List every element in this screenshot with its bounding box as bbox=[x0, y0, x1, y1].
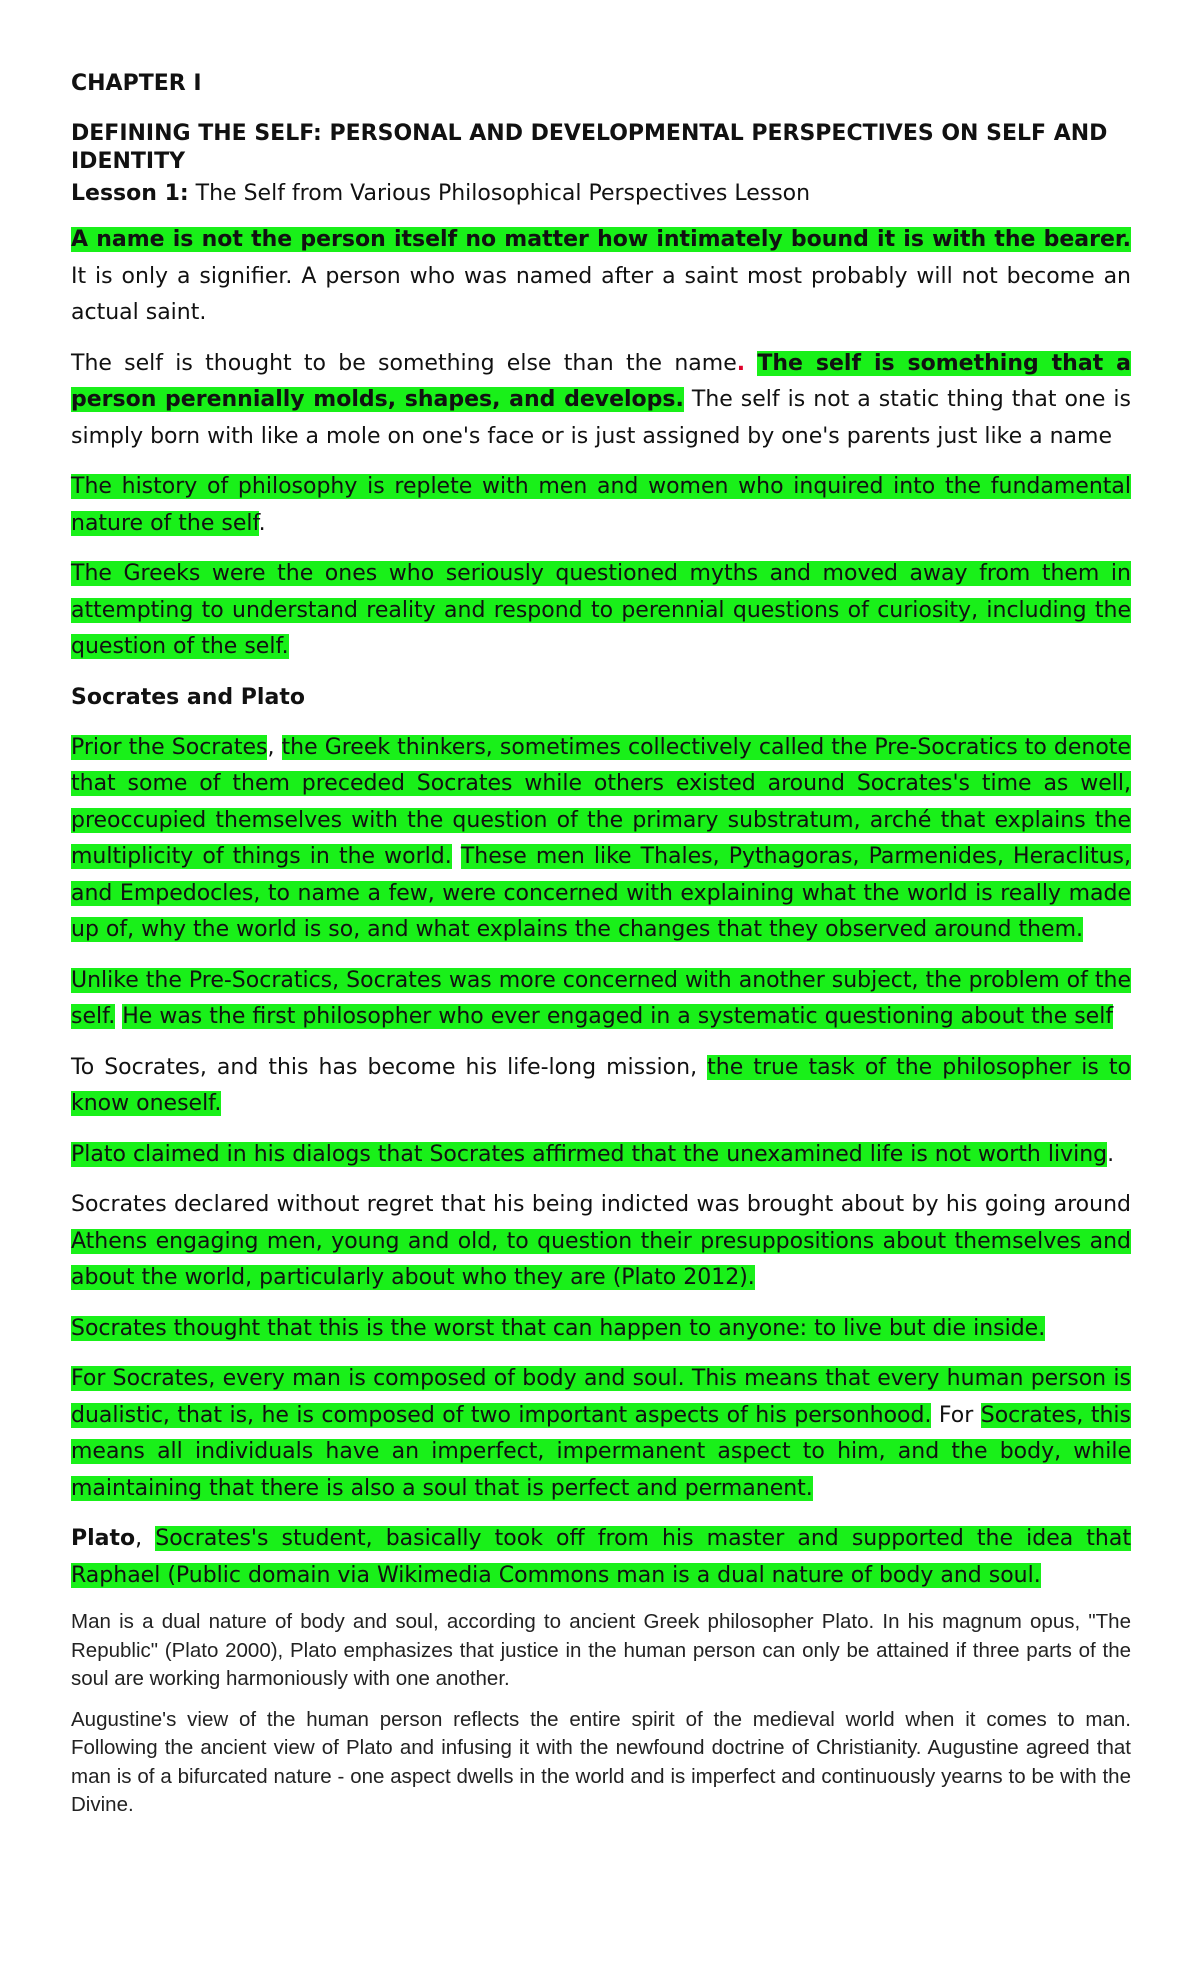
highlighted-text: Plato claimed in his dialogs that Socrates affirmed that the unexamined life is not worth living bbox=[71, 1141, 1108, 1167]
paragraph-socrates-self bbox=[71, 963, 1131, 1036]
highlighted-text: The self is something that a person perennially molds, shapes, and develops. bbox=[71, 350, 1131, 412]
paragraph-text: The self is thought to be something else than the name bbox=[71, 350, 737, 376]
highlighted-text: the true task of the philosopher is to know oneself. bbox=[71, 1054, 1131, 1116]
paragraph-text: It is only a signifier. A person who was named after a saint most probably will not become an actual saint. bbox=[71, 263, 1131, 325]
paragraph-unexamined-life bbox=[71, 1137, 1131, 1174]
highlighted-text: These men like Thales, Pythagoras, Parmenides, Heraclitus, and Empedocles, to name a few, were concerned with explaining what the world is really made up of, why the world is so, and what explains the changes that they observed around them. bbox=[71, 844, 1132, 942]
lesson-title: The Self from Various Philosophical Perspectives Lesson bbox=[188, 181, 811, 206]
chapter-heading: CHAPTER I bbox=[71, 71, 202, 96]
highlighted-text: Prior the Socrates bbox=[71, 734, 268, 760]
paragraph-text: To Socrates, and this has become his life-long mission, bbox=[71, 1054, 708, 1080]
highlighted-text: the Greek thinkers, sometimes collectively called the Pre-Socratics to denote that some of them preceded Socrates while others existed around Socrates's time as well, preoccupied themselves with the question of the primary substratum, arché that explains the multiplicity of things in the world. bbox=[71, 734, 1131, 869]
paragraph-indicted bbox=[71, 1187, 1131, 1297]
paragraph-body-soul bbox=[71, 1361, 1131, 1507]
paragraph-presocratics bbox=[71, 730, 1131, 949]
chapter-title: DEFINING THE SELF: PERSONAL AND DEVELOPMENTAL PERSPECTIVES ON SELF AND IDENTITY bbox=[71, 121, 1108, 174]
paragraph-greeks bbox=[71, 556, 1131, 666]
paragraph-name-signifier bbox=[71, 222, 1131, 332]
highlighted-text: Socrates thought that this is the worst that can happen to anyone: to live but die inside. bbox=[71, 1315, 1046, 1341]
red-period: . bbox=[736, 350, 746, 376]
paragraph-self-molds bbox=[71, 346, 1131, 456]
bold-text: Plato bbox=[71, 1526, 136, 1551]
lesson-label: Lesson 1: bbox=[71, 181, 189, 206]
highlighted-text: Socrates, this means all individuals have an imperfect, impermanent aspect to him, and the body, while maintaining that there is also a soul that is perfect and permanent. bbox=[71, 1402, 1131, 1501]
highlighted-text: Unlike the Pre-Socratics, Socrates was more concerned with another subject, the problem of the self. bbox=[71, 967, 1131, 1029]
paragraph-text: , bbox=[135, 1526, 156, 1551]
paragraph-republic: Man is a dual nature of body and soul, according to ancient Greek philosopher Plato. In his magnum opus, "The Republic" (Plato 2000), Plato emphasizes that justice in the human person can only be attained if three parts of the soul are working harmoniously with one another. bbox=[71, 1610, 1131, 1690]
paragraph-text: . bbox=[258, 510, 266, 536]
section-heading: Socrates and Plato bbox=[71, 684, 305, 710]
paragraph-text: . bbox=[1107, 1141, 1115, 1167]
paragraph-plato bbox=[71, 1521, 1131, 1594]
paragraph-text: The self is not a static thing that one is simply born with like a mole on one's face or is just assigned by one's parents just like a name bbox=[71, 387, 1131, 449]
highlighted-text: Socrates's student, basically took off from his master and supported the idea that Raphael (Public domain via Wikimedia Commons man is a dual nature of body and soul. bbox=[71, 1526, 1131, 1588]
highlighted-text: For Socrates, every man is composed of body and soul. This means that every human person is dualistic, that is, he is composed of two important aspects of his personhood. bbox=[71, 1366, 1131, 1428]
paragraph-text: Socrates declared without regret that his being indicted was brought about by his going around bbox=[71, 1192, 1131, 1217]
highlighted-text: Athens engaging men, young and old, to question their presuppositions about themselves and about the world, particularly about who they are (Plato 2012). bbox=[71, 1228, 1131, 1290]
highlighted-text: He was the first philosopher who ever engaged in a systematic questioning about the self bbox=[122, 1004, 1114, 1029]
paragraph-history bbox=[71, 469, 1131, 542]
highlighted-text: The history of philosophy is replete with men and women who inquired into the fundamental nature of the self bbox=[71, 474, 1131, 536]
highlighted-text: A name is not the person itself no matter how intimately bound it is with the bearer. bbox=[71, 227, 1131, 252]
lesson-line bbox=[71, 176, 1131, 212]
highlighted-text: The Greeks were the ones who seriously questioned myths and moved away from them in attempting to understand reality and respond to perennial questions of curiosity, including the question of the self. bbox=[71, 561, 1131, 659]
paragraph-augustine: Augustine's view of the human person reflects the entire spirit of the medieval world when it comes to man. Following the ancient view of Plato and infusing it with the newfound doctrine of Christianity. Augustine agreed that man is of a bifurcated nature - one aspect dwells in the world and is imperfect and continuously yearns to be with the Divine. bbox=[71, 1707, 1131, 1816]
document-page bbox=[71, 70, 1131, 1832]
paragraph-text: , bbox=[267, 734, 282, 760]
paragraph-mission bbox=[71, 1050, 1131, 1123]
paragraph-worst bbox=[71, 1311, 1131, 1348]
paragraph-text: For bbox=[931, 1402, 981, 1428]
